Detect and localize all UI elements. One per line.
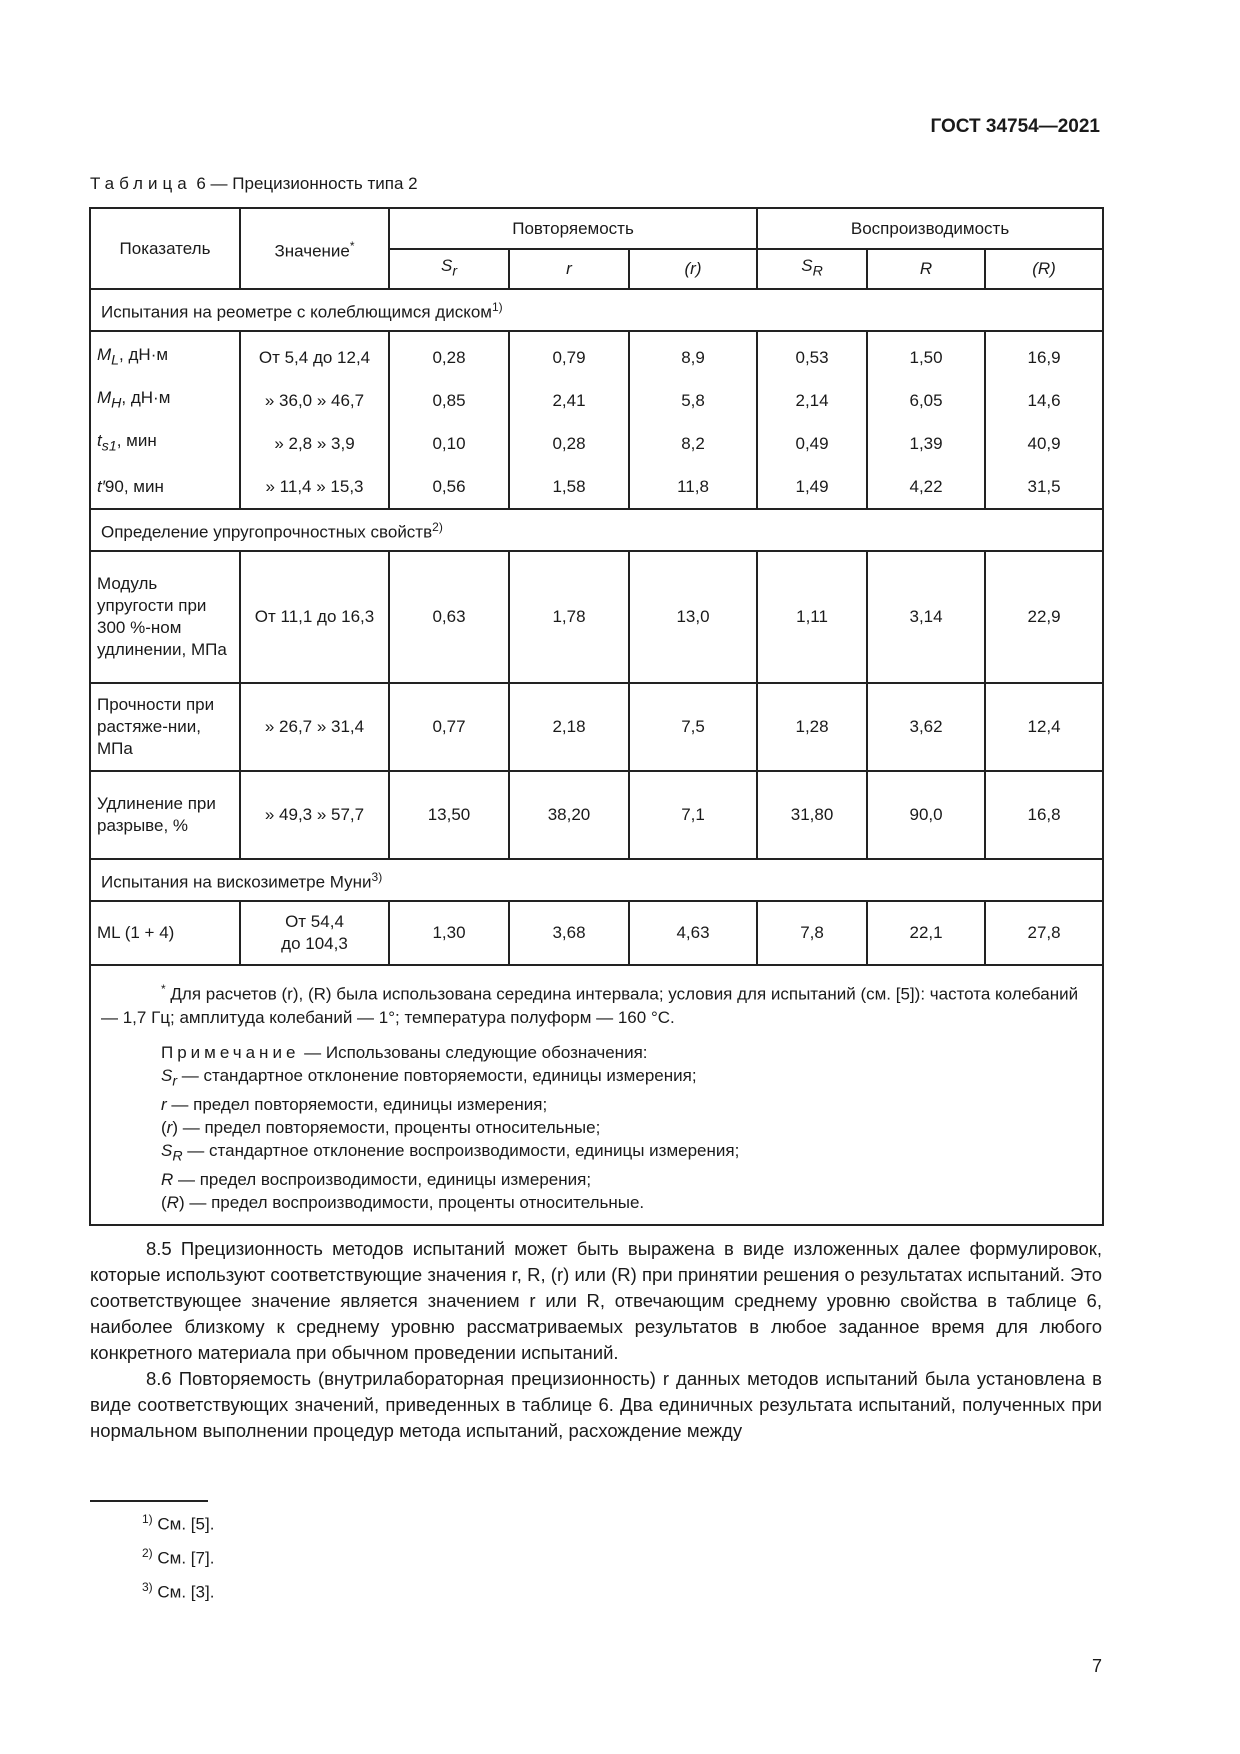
table-row: Прочности при растяже-нии, МПа » 26,7 » 31,4 0,77 2,18 7,5 1,28 3,62 12,4 <box>90 683 1103 771</box>
section-elastic: Определение упругопрочностных свойств$^{2)}$ <box>90 509 1103 551</box>
table-row: $M_L$, дН·м От 5,4 до 12,4 0,28 0,79 8,9 0,53 1,50 16,9 <box>90 331 1103 379</box>
header-r: r <box>509 249 629 289</box>
standard-designation: ГОСТ 34754—2021 <box>930 116 1100 137</box>
footnote-rule <box>90 1500 208 1502</box>
header-reproducibility: Воспроизводимость <box>757 208 1103 249</box>
table-footnote-cell <box>90 965 1103 1225</box>
footnote-2: $^{2)}$ См. [7]. <box>142 1546 215 1568</box>
value-star: * <box>349 238 355 253</box>
table-row: $t_{s1}$, мин » 2,8 » 3,9 0,10 0,28 8,2 0,49 1,39 40,9 <box>90 422 1103 465</box>
table-footnote: * Для расчетов (r), (R) была использована середина интервала; условия для испытаний (см. [5]): частота колебаний — 1,7 Гц; амплитуда колебаний — 1°; температура полуформ — 160 °С. <box>101 982 1079 1027</box>
paragraph-8-6: 8.6 Повторяемость (внутрилабораторная прецизионность) r данных методов испытаний была установлена в виде соответствующих значений, приведенных в таблице 6. Два единичных результата испытаний, полученных при нормальном выполнении процедур метода испытаний, расхождение между <box>90 1368 1102 1441</box>
table-row: Удлинение при разрыве, % » 49,3 » 57,7 13,50 38,20 7,1 31,80 90,0 16,8 <box>90 771 1103 859</box>
table-row: t′90, мин » 11,4 » 15,3 0,56 1,58 11,8 1,49 4,22 31,5 <box>90 465 1103 509</box>
table-row: Модуль упругости при 300 %-ном удлинении, МПа От 11,1 до 16,3 0,63 1,78 13,0 1,11 3,14 22,9 <box>90 551 1103 683</box>
paragraph-8-5: 8.5 Прецизионность методов испытаний может быть выражена в виде изложенных далее формулировок, которые используют соответствующие значения r, R, (r) или (R) при принятии решения о результатах испытаний. Это соответствующее значение является значением r или R, отвечающим среднему уровню свойства в таблице 6, наиболее близкому к среднему уровню рассматриваемых результатов в любое заданное время для любого конкретного материала при обычном проведении испытаний. <box>90 1238 1102 1363</box>
caption-label: Таблица <box>90 174 192 193</box>
page-number: 7 <box>1091 1656 1102 1676</box>
section-mooney: Испытания на вискозиметре Муни$^{3)}$ <box>90 859 1103 901</box>
note-line: $S_r$ — стандартное отклонение повторяемости, единицы измерения; <box>161 1065 697 1090</box>
header-r-pct: (r) <box>629 249 757 289</box>
header-sr: $S_r$ <box>389 249 509 289</box>
note-line: (r) — предел повторяемости, проценты относительные; <box>161 1118 601 1138</box>
precision-table <box>89 207 1104 1226</box>
header-repeatability: Повторяемость <box>389 208 757 249</box>
caption-title: 6 — Прецизионность типа 2 <box>191 174 418 193</box>
header-R: R <box>867 249 985 289</box>
note-line: R — предел воспроизводимости, единицы измерения; <box>161 1170 592 1190</box>
body-text <box>90 1236 1102 1444</box>
table-row: ML (1 + 4) От 54,4 до 104,3 1,30 3,68 4,63 7,8 22,1 27,8 <box>90 901 1103 965</box>
section-rheometer: Испытания на реометре с колеблющимся диском$^{1)}$ <box>90 289 1103 331</box>
header-value: Значение* <box>240 208 389 289</box>
note-line: $S_R$ — стандартное отклонение воспроизводимости, единицы измерения; <box>161 1141 740 1165</box>
note-line: (R) — предел воспроизводимости, проценты относительные. <box>161 1193 645 1213</box>
header-R-pct: (R) <box>985 249 1103 289</box>
footnote-3: $^{3)}$ См. [3]. <box>142 1580 215 1602</box>
header-sR: $S_R$ <box>757 249 867 289</box>
note-line: r — предел повторяемости, единицы измерения; <box>161 1095 548 1115</box>
footnote-1: $^{1)}$ См. [5]. <box>142 1512 215 1534</box>
table-caption <box>90 174 418 194</box>
table-note: Примечание — Использованы следующие обозначения: $S_r$ — стандартное отклонение повторяемости, единицы измерения; r — предел повторяемости, единицы измерения; (r) — предел повторяемости, проценты относительные; $S_R$ — стандартное отклонение воспроизводимости, единицы измерения; R — предел воспроизводимости, единицы измерения; (R) — предел воспроизводимости, проценты относительные. <box>101 1041 1092 1215</box>
table-row: $M_H$, дН·м » 36,0 » 46,7 0,85 2,41 5,8 2,14 6,05 14,6 <box>90 379 1103 422</box>
header-indicator: Показатель <box>90 208 240 289</box>
